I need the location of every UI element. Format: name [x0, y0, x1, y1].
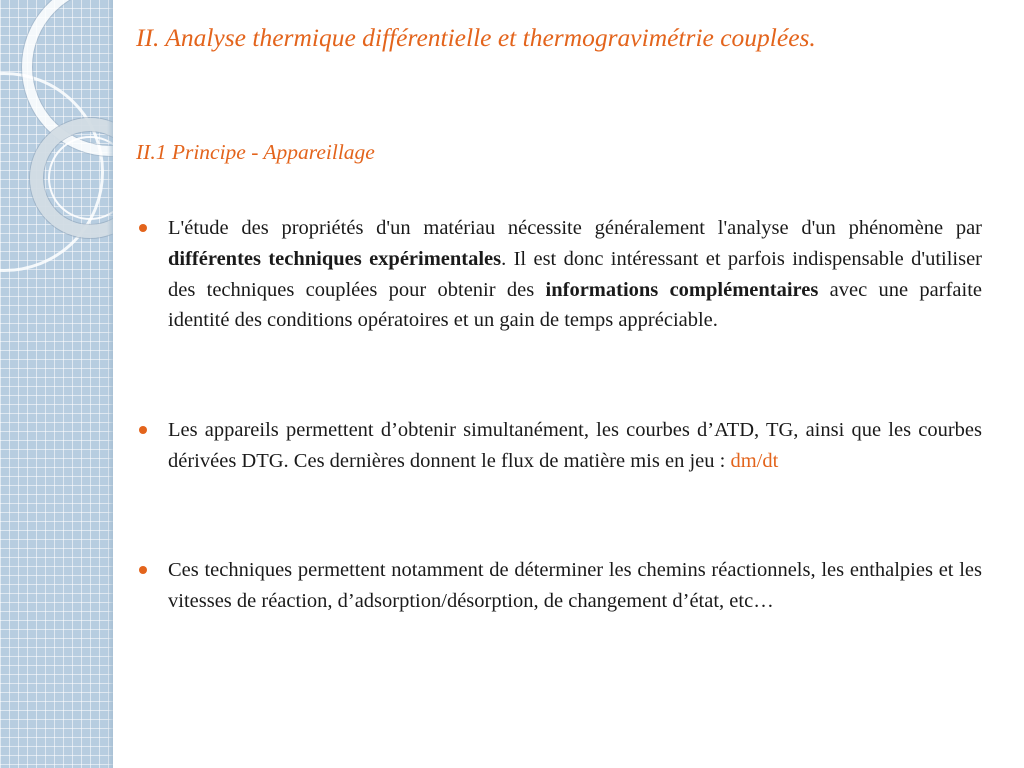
decorative-side-panel — [0, 0, 113, 768]
bullet-item — [136, 213, 982, 336]
text-run: L'étude des propriétés d'un matériau nécessite généralement l'analyse d'un phénomène par — [168, 217, 982, 239]
bullet-point-icon — [139, 426, 147, 434]
bullet-item — [136, 555, 982, 617]
emphasis-text: différentes techniques expérimentales — [168, 247, 502, 270]
emphasis-text: informations complémentaires — [545, 278, 819, 301]
bullet-point-icon — [139, 566, 147, 574]
bullet-text — [168, 415, 982, 477]
text-run: . Il est donc intéressant et parfois indispensable d'utiliser des techniques couplées pour obtenir des — [168, 247, 982, 301]
bullet-text — [168, 213, 982, 336]
text-run: avec une parfaite identité des conditions opératoires et un gain de temps appréciable. — [168, 278, 983, 332]
formula-text: dm/dt — [730, 449, 779, 472]
slide-subtitle: II.1 Principe - Appareillage — [136, 140, 375, 164]
text-run: Les appareils permettent d’obtenir simultanément, les courbes d’ATD, TG, ainsi que les courbes dérivées DTG. Ces dernières donnent le flux de matière mis en jeu : — [168, 419, 982, 472]
bullet-point-icon — [139, 224, 147, 232]
bullet-item — [136, 415, 982, 477]
slide-title: II. Analyse thermique différentielle et thermogravimétrie couplées. — [136, 23, 816, 52]
bullet-text — [168, 555, 982, 617]
text-run: Ces techniques permettent notamment de déterminer les chemins réactionnels, les enthalpies et les vitesses de réaction, d’adsorption/désorption, de changement d’état, etc… — [168, 559, 982, 612]
